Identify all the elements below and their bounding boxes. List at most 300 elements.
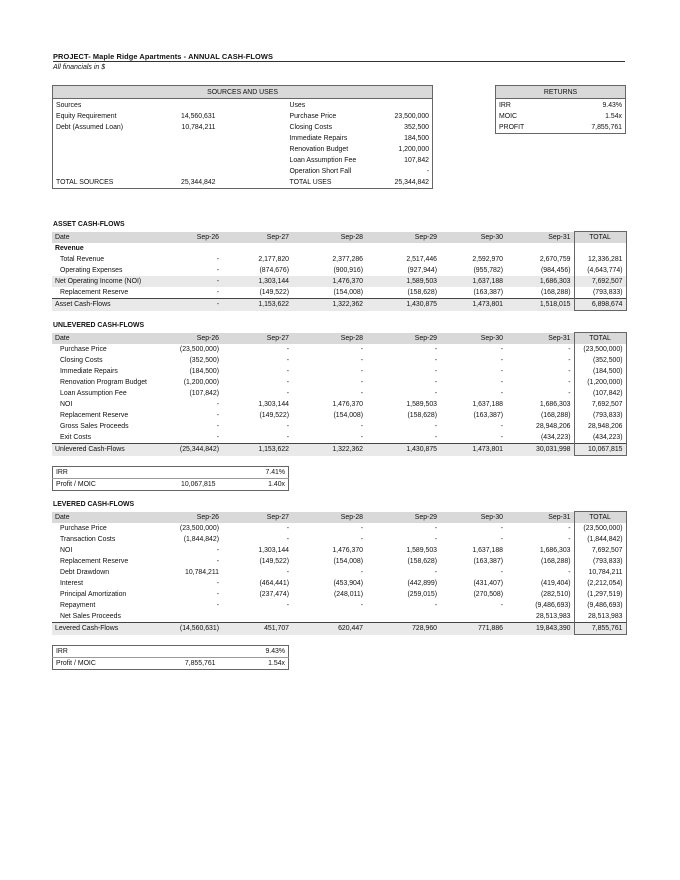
period-value: -: [434, 379, 437, 386]
period-value: 728,960: [366, 623, 440, 635]
row-total-value: (107,842): [574, 388, 626, 399]
period-value: (149,522): [259, 289, 289, 296]
column-header-row: [52, 333, 626, 345]
use-label: Closing Costs: [289, 124, 333, 131]
row-label: Total Revenue: [60, 256, 105, 263]
row-total-value: 7,692,507: [574, 276, 626, 287]
sources-uses-header: SOURCES AND USES: [53, 86, 433, 99]
use-label: Operation Short Fall: [289, 168, 352, 175]
levered-section-title: LEVERED CASH-FLOWS: [53, 501, 135, 508]
period-value: 1,686,303: [539, 401, 571, 408]
period-value: -: [216, 423, 219, 430]
period-value: -: [286, 434, 289, 441]
row-label: Closing Costs: [60, 357, 103, 364]
summary-row: [53, 646, 289, 658]
period-value: (168,288): [541, 558, 571, 565]
period-value: (23,500,000): [179, 525, 219, 532]
asset-section-title: ASSET CASH-FLOWS: [53, 221, 125, 228]
row-total-value: (793,833): [574, 556, 626, 567]
date-column-header: Date: [52, 512, 176, 524]
period-value: -: [286, 357, 289, 364]
unlevered-cashflow-table: [52, 332, 627, 456]
row-label: Purchase Price: [60, 525, 107, 532]
period-value: -: [216, 547, 219, 554]
period-value: -: [568, 525, 571, 532]
period-value: -: [216, 591, 219, 598]
period-value: -: [216, 267, 219, 274]
levered-summary-table: [52, 645, 289, 670]
period-value: -: [434, 434, 437, 441]
period-value: 30,031,998: [506, 444, 574, 456]
row-label: Unlevered Cash-Flows: [52, 444, 176, 456]
cashflow-row: [52, 254, 626, 265]
row-total-value: (2,212,054): [574, 578, 626, 589]
period-value: 1,589,503: [366, 276, 440, 287]
period-value: 1,589,503: [406, 401, 437, 408]
column-header-row: [52, 232, 626, 244]
period-value: (1,200,000): [183, 379, 219, 386]
period-column-header: Sep-31: [506, 232, 574, 244]
summary-value: 7,855,761: [184, 660, 216, 667]
row-total-value: 10,784,211: [574, 567, 626, 578]
row-total-value: 28,948,206: [574, 421, 626, 432]
period-value: 620,447: [292, 623, 366, 635]
row-total-value: 7,692,507: [574, 545, 626, 556]
period-column-header: Sep-28: [292, 333, 366, 345]
row-total-value: 6,898,674: [574, 299, 626, 311]
row-total-value: (352,500): [574, 355, 626, 366]
period-value: -: [360, 346, 363, 353]
period-value: (270,508): [473, 591, 503, 598]
period-value: -: [216, 602, 219, 609]
row-label: Levered Cash-Flows: [52, 623, 176, 635]
period-value: 1,322,362: [292, 444, 366, 456]
row-total-value: 28,513,983: [574, 611, 626, 623]
summary-label: IRR: [56, 469, 68, 476]
period-value: -: [360, 390, 363, 397]
returns-value: 7,855,761: [591, 124, 622, 131]
row-label: Loan Assumption Fee: [60, 390, 127, 397]
row-total-value: 7,692,507: [574, 399, 626, 410]
period-value: (168,288): [541, 412, 571, 419]
source-value: 10,784,211: [181, 124, 216, 131]
period-value: 1,153,622: [222, 299, 292, 311]
period-value: 1,430,875: [366, 299, 440, 311]
sources-label: Sources: [56, 102, 82, 109]
cashflow-row: [52, 556, 626, 567]
row-label: NOI: [60, 401, 73, 408]
period-column-header: Sep-29: [366, 232, 440, 244]
period-column-header: Sep-29: [366, 512, 440, 524]
source-value: 14,560,631: [181, 113, 216, 120]
period-value: -: [360, 368, 363, 375]
period-column-header: Sep-27: [222, 232, 292, 244]
row-total-value: (793,833): [574, 410, 626, 421]
cashflow-row: [52, 567, 626, 578]
cashflow-row: [52, 355, 626, 366]
use-value: 1,200,000: [398, 146, 430, 153]
uses-label: Uses: [289, 102, 306, 109]
period-value: 2,517,446: [406, 256, 437, 263]
period-value: -: [216, 256, 219, 263]
summary-label: IRR: [56, 648, 68, 655]
period-value: -: [568, 346, 571, 353]
period-value: -: [500, 434, 503, 441]
period-column-header: Sep-27: [222, 333, 292, 345]
period-value: -: [286, 536, 289, 543]
asset-cashflow-table: [52, 231, 627, 311]
asset-total-row: [52, 299, 626, 311]
period-value: (282,510): [541, 591, 571, 598]
column-header-row: [52, 512, 626, 524]
cashflow-row: [52, 388, 626, 399]
row-total-value: (1,200,000): [574, 377, 626, 388]
revenue-subheader-row: [52, 243, 626, 254]
period-value: 1,322,362: [292, 299, 366, 311]
period-column-header: Sep-31: [506, 333, 574, 345]
noi-row: [52, 276, 626, 287]
row-label: Asset Cash-Flows: [52, 299, 176, 311]
date-column-header: Date: [52, 333, 176, 345]
cashflow-row: [52, 523, 626, 534]
period-value: (163,387): [473, 412, 503, 419]
period-value: (453,904): [333, 580, 363, 587]
period-value: -: [500, 368, 503, 375]
period-value: (955,782): [473, 267, 503, 274]
period-value: -: [500, 569, 503, 576]
returns-table: [495, 85, 626, 134]
period-value: -: [360, 434, 363, 441]
period-value: -: [216, 289, 219, 296]
period-value: -: [176, 299, 222, 311]
period-value: [176, 611, 222, 623]
levered-total-row: [52, 623, 626, 635]
period-value: (419,404): [541, 580, 571, 587]
period-value: 1,518,015: [506, 299, 574, 311]
unlevered-summary-table: [52, 466, 289, 491]
period-value: -: [286, 390, 289, 397]
period-value: (927,944): [407, 267, 437, 274]
summary-row: [53, 658, 289, 670]
row-label: Replacement Reserve: [60, 289, 129, 296]
cashflow-row: [52, 600, 626, 611]
row-label: Replacement Reserve: [60, 412, 129, 419]
period-column-header: Sep-26: [176, 232, 222, 244]
period-value: -: [286, 423, 289, 430]
row-label: Debt Drawdown: [60, 569, 110, 576]
period-value: -: [360, 602, 363, 609]
cashflow-row: [52, 410, 626, 421]
summary-value: [123, 646, 219, 658]
levered-cashflow-table: [52, 511, 627, 635]
period-value: -: [216, 401, 219, 408]
period-value: (158,628): [407, 289, 437, 296]
period-value: -: [434, 368, 437, 375]
use-label: Renovation Budget: [289, 146, 349, 153]
unlevered-section-title: UNLEVERED CASH-FLOWS: [53, 322, 145, 329]
total-column-header: TOTAL: [574, 333, 626, 345]
use-value: 23,500,000: [394, 113, 430, 120]
period-value: (431,407): [473, 580, 503, 587]
period-value: -: [568, 379, 571, 386]
period-value: -: [434, 357, 437, 364]
cashflow-row: [52, 287, 626, 299]
row-label: Net Sales Proceeds: [60, 613, 121, 620]
period-value: 2,592,970: [472, 256, 503, 263]
period-value: 2,177,820: [258, 256, 289, 263]
period-value: (163,387): [473, 289, 503, 296]
period-value: -: [500, 390, 503, 397]
sources-uses-table: [52, 85, 433, 189]
period-value: 1,686,303: [506, 276, 574, 287]
source-label: Debt (Assumed Loan): [56, 124, 124, 131]
row-label: Transaction Costs: [60, 536, 116, 543]
cashflow-row: [52, 432, 626, 444]
period-value: [440, 611, 506, 623]
period-value: 10,784,211: [185, 569, 219, 576]
period-column-header: Sep-31: [506, 512, 574, 524]
period-value: -: [360, 357, 363, 364]
period-value: -: [500, 536, 503, 543]
period-value: -: [286, 368, 289, 375]
period-value: 1,303,144: [222, 276, 292, 287]
cashflow-row: [52, 344, 626, 355]
summary-row: [53, 479, 289, 491]
row-total-value: (184,500): [574, 366, 626, 377]
row-total-value: 12,336,281: [574, 254, 626, 265]
row-label: Repayment: [60, 602, 96, 609]
returns-header: RETURNS: [496, 86, 626, 99]
period-value: (163,387): [473, 558, 503, 565]
period-value: -: [286, 379, 289, 386]
total-uses-value: 25,344,842: [394, 179, 430, 186]
period-value: -: [500, 525, 503, 532]
period-column-header: Sep-29: [366, 333, 440, 345]
period-value: 771,886: [440, 623, 506, 635]
period-value: -: [434, 390, 437, 397]
row-label: NOI: [60, 547, 73, 554]
period-value: -: [500, 379, 503, 386]
summary-label: Profit / MOIC: [56, 660, 96, 667]
period-value: (154,008): [333, 289, 363, 296]
summary-label: Profit / MOIC: [56, 481, 96, 488]
period-value: -: [434, 346, 437, 353]
cashflow-row: [52, 265, 626, 276]
period-value: 1,637,188: [472, 401, 503, 408]
period-value: 1,303,144: [258, 547, 289, 554]
period-value: -: [568, 368, 571, 375]
period-value: 1,303,144: [258, 401, 289, 408]
row-total-value: (23,500,000): [574, 344, 626, 355]
summary-metric: 7.41%: [265, 469, 285, 476]
period-value: -: [216, 580, 219, 587]
summary-value: 10,067,815: [181, 481, 216, 488]
row-total-value: (23,500,000): [574, 523, 626, 534]
period-value: (442,899): [407, 580, 437, 587]
period-value: -: [216, 558, 219, 565]
period-value: 1,686,303: [539, 547, 571, 554]
period-value: 19,843,390: [506, 623, 574, 635]
summary-metric: 1.54x: [268, 660, 285, 667]
cashflow-row: [52, 366, 626, 377]
period-value: (259,015): [407, 591, 437, 598]
cashflow-row: [52, 534, 626, 545]
cashflow-row: [52, 578, 626, 589]
period-value: -: [286, 525, 289, 532]
period-value: -: [360, 423, 363, 430]
period-column-header: Sep-28: [292, 512, 366, 524]
period-value: (352,500): [189, 357, 219, 364]
cashflow-row: [52, 589, 626, 600]
use-value: 352,500: [404, 124, 430, 131]
use-label: Immediate Repairs: [289, 135, 348, 142]
use-value: -: [426, 168, 430, 175]
summary-value: [123, 467, 219, 479]
period-value: -: [286, 569, 289, 576]
summary-metric: 1.40x: [268, 481, 285, 488]
period-value: 1,473,801: [440, 299, 506, 311]
period-value: (9,486,693): [535, 602, 571, 609]
period-value: 28,948,206: [536, 423, 571, 430]
period-value: (168,288): [541, 289, 571, 296]
cashflow-row: [52, 399, 626, 410]
period-value: -: [176, 276, 222, 287]
period-value: (434,223): [541, 434, 571, 441]
period-value: (25,344,842): [176, 444, 222, 456]
period-value: -: [500, 346, 503, 353]
period-value: (464,441): [259, 580, 289, 587]
period-column-header: Sep-30: [440, 333, 506, 345]
period-value: -: [360, 379, 363, 386]
period-value: (158,628): [407, 558, 437, 565]
cashflow-row: [52, 377, 626, 388]
returns-label: PROFIT: [499, 124, 525, 131]
period-value: -: [286, 346, 289, 353]
period-value: -: [434, 602, 437, 609]
row-label: Purchase Price: [60, 346, 107, 353]
period-value: [222, 611, 292, 623]
row-total-value: (434,223): [574, 432, 626, 444]
total-uses-label: TOTAL USES: [289, 179, 332, 186]
row-label: Renovation Program Budget: [60, 379, 147, 386]
period-value: -: [216, 412, 219, 419]
date-column-header: Date: [52, 232, 176, 244]
row-label: Replacement Reserve: [60, 558, 129, 565]
period-value: -: [568, 536, 571, 543]
row-label: Net Operating Income (NOI): [52, 276, 176, 287]
total-sources-value: 25,344,842: [181, 179, 216, 186]
period-value: (248,011): [334, 591, 363, 598]
period-value: 1,589,503: [406, 547, 437, 554]
total-column-header: TOTAL: [574, 512, 626, 524]
period-value: 1,476,370: [292, 276, 366, 287]
period-value: (154,008): [333, 412, 363, 419]
period-value: -: [500, 602, 503, 609]
use-label: Purchase Price: [289, 113, 337, 120]
period-value: (874,676): [259, 267, 289, 274]
period-column-header: Sep-26: [176, 333, 222, 345]
use-label: Loan Assumption Fee: [289, 157, 357, 164]
row-total-value: (793,833): [574, 287, 626, 299]
period-column-header: Sep-30: [440, 232, 506, 244]
cashflow-row: [52, 611, 626, 623]
summary-metric: 9.43%: [265, 648, 285, 655]
period-value: -: [360, 525, 363, 532]
period-column-header: Sep-26: [176, 512, 222, 524]
source-label: Equity Requirement: [56, 113, 117, 120]
returns-value: 1.54x: [605, 113, 622, 120]
period-value: -: [500, 357, 503, 364]
period-value: -: [500, 423, 503, 430]
row-label: Interest: [60, 580, 83, 587]
period-value: (23,500,000): [179, 346, 219, 353]
unlevered-total-row: [52, 444, 626, 456]
period-value: 1,637,188: [472, 547, 503, 554]
title-divider: [53, 61, 625, 62]
period-value: 1,153,622: [222, 444, 292, 456]
returns-label: IRR: [499, 102, 511, 109]
period-value: [292, 611, 366, 623]
period-value: 451,707: [222, 623, 292, 635]
row-total-value: (1,297,519): [574, 589, 626, 600]
period-value: -: [216, 434, 219, 441]
period-column-header: Sep-30: [440, 512, 506, 524]
period-value: -: [568, 357, 571, 364]
use-value: 184,500: [404, 135, 430, 142]
cashflow-row: [52, 421, 626, 432]
revenue-label: Revenue: [55, 245, 84, 252]
period-value: (149,522): [259, 412, 289, 419]
period-value: -: [434, 525, 437, 532]
row-total-value: 7,855,761: [574, 623, 626, 635]
period-value: 1,473,801: [440, 444, 506, 456]
summary-row: [53, 467, 289, 479]
period-column-header: Sep-28: [292, 232, 366, 244]
period-value: -: [434, 569, 437, 576]
period-value: -: [286, 602, 289, 609]
row-label: Immediate Repairs: [60, 368, 118, 375]
period-value: (107,842): [189, 390, 219, 397]
period-value: (900,916): [333, 267, 363, 274]
period-value: (237,474): [259, 591, 289, 598]
period-value: 28,513,983: [536, 613, 571, 620]
period-value: -: [360, 569, 363, 576]
period-value: (1,844,842): [183, 536, 219, 543]
period-value: -: [434, 423, 437, 430]
use-value: 107,842: [404, 157, 430, 164]
period-value: [366, 611, 440, 623]
period-value: 1,476,370: [332, 547, 363, 554]
period-value: -: [434, 536, 437, 543]
returns-value: 9.43%: [602, 102, 622, 109]
returns-label: MOIC: [499, 113, 517, 120]
total-column-header: TOTAL: [574, 232, 626, 244]
page-subtitle: All financials in $: [53, 64, 106, 71]
period-value: 1,430,875: [366, 444, 440, 456]
period-value: (154,008): [333, 558, 363, 565]
period-value: -: [360, 536, 363, 543]
period-value: 1,476,370: [332, 401, 363, 408]
row-total-value: (9,486,693): [574, 600, 626, 611]
period-value: 2,670,759: [539, 256, 571, 263]
row-total-value: 10,067,815: [574, 444, 626, 456]
row-label: Operating Expenses: [60, 267, 123, 274]
row-label: Principal Amortization: [60, 591, 127, 598]
row-label: Exit Costs: [60, 434, 92, 441]
period-value: (149,522): [259, 558, 289, 565]
period-value: -: [568, 569, 571, 576]
period-value: (184,500): [189, 368, 219, 375]
